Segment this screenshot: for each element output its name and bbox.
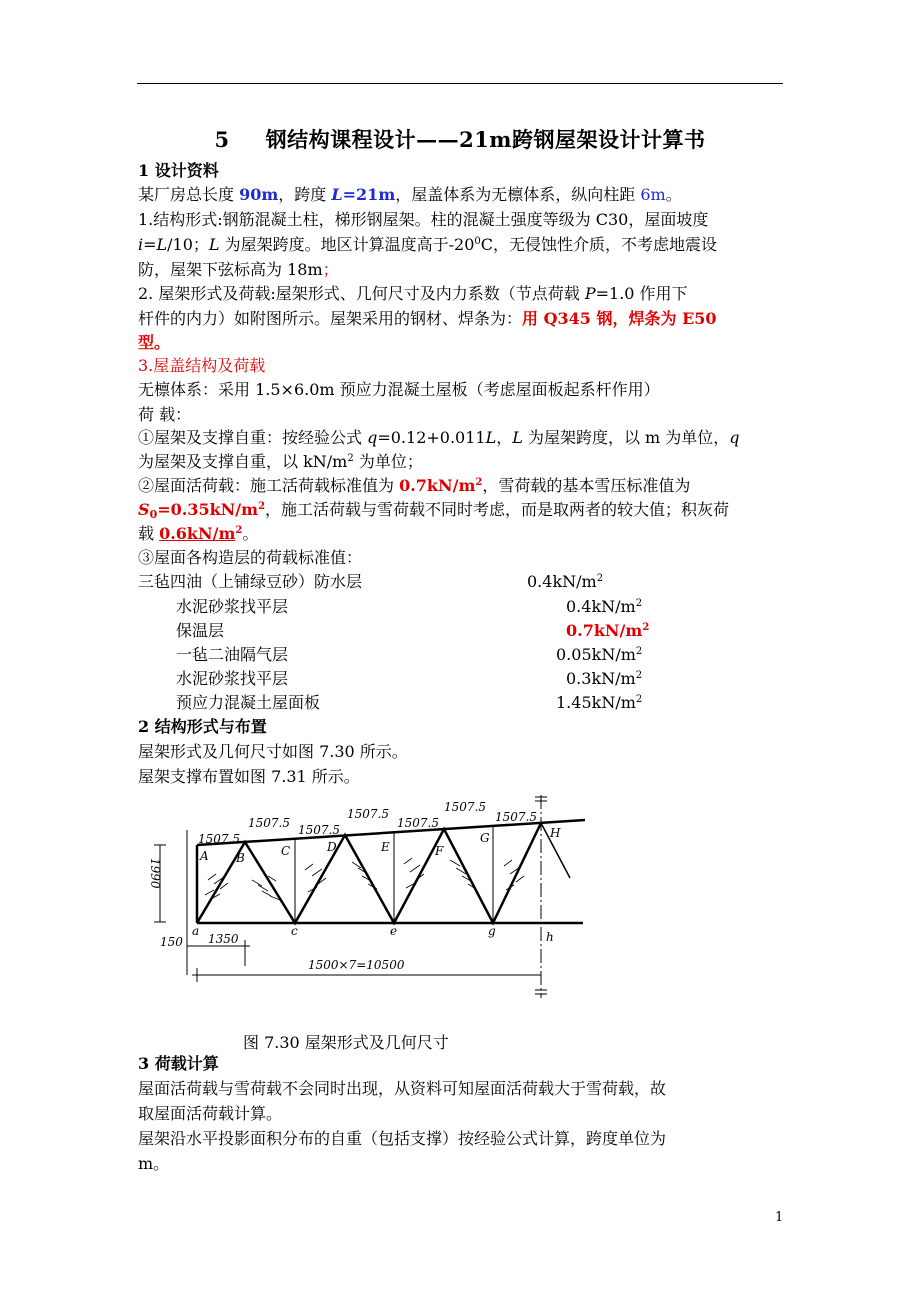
section2-line2: 屋架支撑布置如图 7.31 所示。 [138, 767, 360, 786]
page-number: 1 [775, 1210, 784, 1225]
section3-p2-line2: m。 [138, 1154, 170, 1173]
load2-line1: ②屋面活荷载：施工活荷载标准值为 $0.7kN/m^2$，雪荷载的基本雪压标准值为 [138, 476, 691, 495]
node-label: F [435, 844, 444, 858]
layer-value: $1.45kN/m^2$ [556, 693, 643, 712]
length-value: 90m [239, 185, 279, 204]
load3-line: ③屋面各构造层的荷载标准值： [138, 548, 363, 567]
section1-heading: 1 设计资料 [138, 161, 219, 180]
live-load-value: 0.7kN/m [399, 476, 476, 495]
load2-line2: $S_0=0.35kN/m^2$，施工活荷载与雪荷载不同时考虑，而是取两者的较大值；积灰荷 [138, 500, 730, 521]
item1-line3: 防，屋架下弦标高为 18m； [138, 260, 339, 279]
node-label: G [480, 831, 490, 845]
node-label: H [550, 826, 561, 840]
layer-name: 一毡二油隔气层 [176, 645, 289, 664]
height-dim-label: 1990 [148, 858, 162, 889]
node-label: c [291, 924, 298, 938]
title-number: 5 [214, 127, 230, 152]
snow-load-value: =0.35kN/m [157, 500, 259, 519]
item2-line2: 杆件的内力）如附图所示。屋架采用的钢材、焊条为：用 Q345 钢，焊条为 E50 [138, 309, 717, 328]
layer-name: 预应力混凝土屋面板 [176, 693, 321, 712]
section3-heading: 3 荷载计算 [138, 1054, 219, 1073]
header-rule [137, 83, 783, 84]
top-chord [197, 820, 585, 845]
item3-heading: 3.屋盖结构及荷载 [138, 356, 266, 375]
roof-system-line: 无檩体系：采用 1.5×6.0m 预应力混凝土屋板（考虑屋面板起系杆作用） [138, 380, 660, 399]
line-factory-info: 某厂房总长度 90m，跨度 L=21m，屋盖体系为无檩体系，纵向柱距 6m。 [138, 185, 682, 204]
layer-name: 三毡四油（上铺绿豆砂）防水层 [138, 572, 363, 591]
section2-heading: 2 结构形式与布置 [138, 717, 267, 736]
offset-dim-label: 150 [160, 935, 183, 949]
page-title [0, 124, 920, 154]
dim-label: 1507.5 [248, 816, 290, 830]
node-label: h [546, 930, 554, 944]
truss-labels [148, 800, 561, 972]
load1-line1: ①屋架及支撑自重：按经验公式 q=0.12+0.011L，L 为屋架跨度，以 m 为单位，q [138, 428, 740, 447]
web-diagonals [197, 823, 541, 923]
dim-label: 1507.5 [298, 823, 340, 837]
span-value: =21m [342, 185, 396, 204]
layer-value: $0.3kN/m^2$ [566, 669, 643, 688]
layer-name: 水泥砂浆找平层 [176, 669, 289, 688]
node-label: g [488, 924, 496, 938]
layer-name: 保温层 [176, 621, 225, 640]
layer-value: $0.4kN/m^2$ [566, 597, 643, 616]
section3-p1-line1: 屋面活荷载与雪荷载不会同时出现，从资料可知屋面活荷载大于雪荷载，故 [138, 1079, 667, 1098]
figure-caption: 图 7.30 屋架形式及几何尺寸 [243, 1033, 449, 1052]
dim-label: 1507.5 [347, 807, 389, 821]
panel-dim-label: 1350 [208, 932, 239, 946]
dust-load-value: 0.6kN/m [159, 524, 236, 543]
node-label: e [390, 924, 398, 938]
steel-grade: 用 Q345 钢，焊条为 E50 [522, 309, 717, 328]
end-brace [541, 823, 570, 878]
load-label: 荷 载： [138, 405, 192, 424]
dim-label: 1507.5 [198, 832, 240, 846]
item1-line2: i=L/10；L 为屋架跨度。地区计算温度高于$-20^0C$，无侵蚀性介质，不考虑地震设 [138, 235, 718, 254]
dim-label: 1507.5 [444, 800, 486, 814]
dim-label: 1507.5 [397, 816, 439, 830]
total-dim-label: 1500×7=10500 [308, 958, 405, 972]
node-label: C [281, 844, 291, 858]
item1-line1: 1.结构形式:钢筋混凝土柱，梯形钢屋架。柱的混凝土强度等级为 C30，屋面坡度 [138, 210, 709, 229]
node-label: D [327, 840, 337, 854]
layer-name: 水泥砂浆找平层 [176, 597, 289, 616]
layer-value: $0.05kN/m^2$ [556, 645, 643, 664]
node-label: B [236, 851, 245, 865]
member-hatching [205, 858, 524, 900]
section3-p2-line1: 屋架沿水平投影面积分布的自重（包括支撑）按经验公式计算，跨度单位为 [138, 1129, 667, 1148]
load1-line2: 为屋架及支撑自重，以 $kN/m^2$ 为单位； [138, 452, 423, 471]
section3-p1-line2: 取屋面活荷载计算。 [138, 1104, 283, 1123]
dim-label: 1507.5 [495, 810, 537, 824]
layer-value: $0.4kN/m^2$ [527, 572, 604, 591]
title-text: 钢结构课程设计——21m跨钢屋架设计计算书 [265, 127, 706, 152]
layer-value: $0.7kN/m^2$ [566, 621, 650, 640]
load2-line3: 载 $0.6kN/m^2$。 [138, 524, 259, 543]
section2-line1: 屋架形式及几何尺寸如图 7.30 所示。 [138, 742, 408, 761]
item2-line3: 型。 [138, 333, 171, 352]
node-label: a [192, 924, 200, 938]
spacing-value: 6m [640, 185, 666, 204]
item2-line1: 2. 屋架形式及荷载:屋架形式、几何尺寸及内力系数（节点荷载 P=1.0 作用下 [138, 284, 688, 303]
node-label: A [200, 849, 209, 863]
node-label: E [381, 840, 390, 854]
